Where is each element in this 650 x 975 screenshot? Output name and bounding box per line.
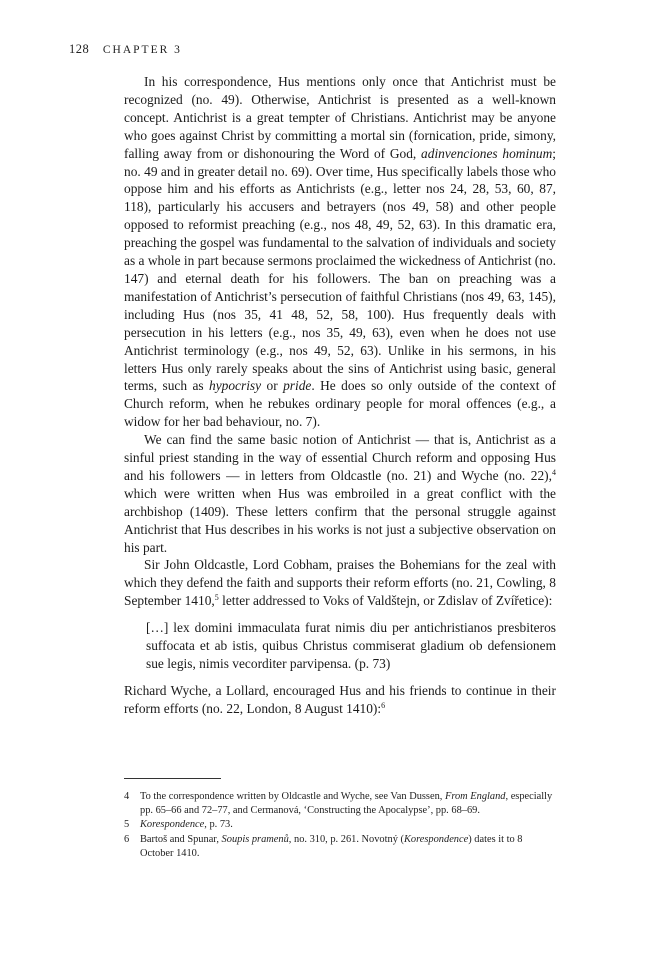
- footnote-number: 6: [124, 833, 130, 845]
- text-span: In his correspondence, Hus mentions only once that Antichrist must be recognized (no. 49). Otherwise, Antichrist is presented as a well-known concept. Antichrist is a great tempter of Christians. Antichrist may be anyone who goes against Christ by committing a mortal sin (fornication, pride, simony, falling away from or dishonouring the Word of God,: [124, 74, 556, 161]
- paragraph-4: [124, 682, 556, 718]
- text-span: , no. 310, p. 261. Novotný (: [288, 833, 404, 845]
- footnote-5: [124, 818, 556, 832]
- footnote-rule: [124, 778, 221, 779]
- italic-title: From England: [444, 791, 506, 802]
- main-text: [124, 73, 556, 718]
- text-span: or: [261, 378, 284, 394]
- paragraph-1: [124, 73, 556, 431]
- text-span: ; no. 49 and in greater detail no. 69). Over time, Hus specifically labels those who oppose him and his efforts as Antichrists (e.g., letter nos 24, 28, 53, 60, 87, 118), particularly his accusers and betrayers (nos 49, 58) and other people opposed to reformist preaching (e.g., nos 48, 49, 52, 63). In this dramatic era, preaching the gospel was fundamental to the salvation of individuals and society as a whole in part because sermons proclaimed the wickedness of Antichrist (no. 147) and eternal death for his followers. The ban on preaching was a manifestation of Antichrist’s persecution of faithful Christians (nos 49, 63, 145), including Hus (nos 35, 41 48, 52, 58, 100). Hus frequently deals with persecution in his letters (e.g., nos 35, 49, 63), even when he does not use Antichrist terminology (e.g., nos 49, 52, 63). Unlike in his sermons, in his letters Hus only rarely speaks about the sins of Antichrist using basic, general terms, such as: [124, 145, 556, 394]
- italic-term: pride: [283, 378, 312, 394]
- italic-title: Soupis pramenů: [221, 833, 289, 845]
- footnote-ref[interactable]: 6: [381, 700, 386, 710]
- text-span: Richard Wyche, a Lollard, encouraged Hus and his friends to continue in their reform efforts (no. 22, London, 8 August 1410):: [124, 682, 556, 716]
- latin-quotation: [146, 619, 556, 673]
- footnote-number: 5: [124, 819, 130, 831]
- text-span: . He does so only outside of the context of Church reform, when he rebukes ordinary people for moral offences (e.g., a widow for her bad behaviour, no. 7).: [124, 378, 556, 430]
- italic-term: hypocrisy: [209, 378, 262, 394]
- footnote-ref[interactable]: 4: [552, 467, 556, 477]
- text-span: letter addressed to Voks of Valdštejn, or Zdislav of Zvířetice):: [218, 593, 553, 609]
- paragraph-2: [124, 431, 556, 556]
- text-span: , especially pp. 65–66 and 72–77, and Cermanová, ‘Constructing the Apocalypse’, pp. 68–69.: [140, 791, 553, 817]
- italic-term: adinvenciones hominum: [421, 145, 553, 161]
- text-span: Bartoš and Spunar,: [140, 833, 222, 845]
- page-number: 128: [69, 42, 90, 56]
- paragraph-3: [124, 556, 556, 610]
- footnote-ref[interactable]: 5: [214, 593, 219, 603]
- text-span: Sir John Oldcastle, Lord Cobham, praises the Bohemians for the zeal with which they defend the faith and supports their reform efforts (no. 21, Cowling, 8 September 1410,: [124, 557, 556, 609]
- quotation-text: […] lex domini immaculata furat nimis diu per antichristianos presbiteros suffocata et ab istis, quibus Christus commiserat gladium ob defensionem sue legis, nimis vecorditer parvipensa. (p. 73): [146, 620, 556, 671]
- text-span: We can find the same basic notion of Antichrist — that is, Antichrist as a sinful priest standing in the way of essential Church reform and opposing Hus and his followers — in letters from Oldcastle (no. 21) and Wyche (no. 22),: [124, 432, 556, 483]
- chapter-label: CHAPTER 3: [102, 44, 182, 56]
- italic-title: Korespondence: [140, 819, 205, 831]
- footnote-4: [124, 790, 556, 818]
- footnote-number: 4: [124, 791, 130, 802]
- footnotes: [124, 790, 556, 861]
- italic-title: Korespondence: [403, 833, 469, 845]
- text-span: , p. 73.: [204, 819, 233, 831]
- footnote-6: [124, 833, 556, 861]
- text-span: ) dates it to 8 October 1410.: [140, 833, 523, 859]
- text-span: To the correspondence written by Oldcastle and Wyche, see Van Dussen,: [140, 791, 445, 802]
- running-head: [69, 42, 182, 57]
- text-span: which were written when Hus was embroiled in a great conflict with the archbishop (1409). These letters confirm that the personal struggle against Antichrist that Hus describes in his works is not just a subjective observation on his part.: [124, 485, 556, 555]
